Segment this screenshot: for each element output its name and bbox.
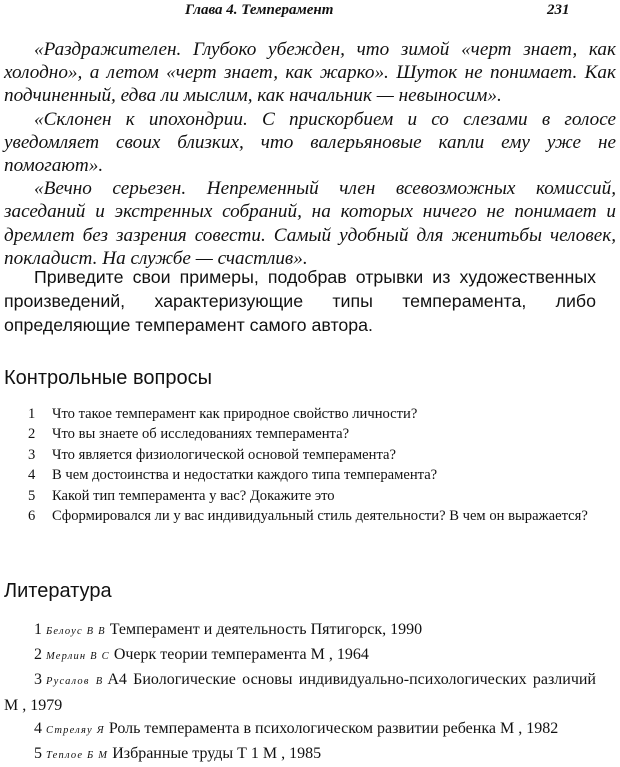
question-text: Какой тип темперамента у вас? Докажите это	[52, 487, 335, 504]
instruction-paragraph: Приведите свои примеры, подобрав отрывки из художественных произведений, характеризующие типы темперамента, либо определяющие темперамент самого автора.	[4, 267, 596, 335]
control-questions-list	[28, 404, 588, 526]
control-questions-heading: Контрольные вопросы	[4, 367, 212, 389]
reference-text: Избранные труды Т 1 М , 1985	[112, 745, 322, 763]
question-number: 6	[28, 508, 36, 525]
reference-number: 2	[34, 646, 42, 664]
question-item	[28, 424, 588, 444]
question-number: 5	[28, 487, 36, 504]
reference-number: 1	[34, 621, 42, 638]
question-number: 2	[28, 426, 36, 443]
reference-author: Мерлин В С	[46, 651, 110, 663]
question-text: Что является физиологической основой темперамента?	[52, 446, 396, 463]
literature-list	[4, 618, 596, 767]
reference-item	[4, 717, 596, 742]
question-item	[28, 506, 588, 526]
reference-item	[4, 643, 596, 668]
reference-text: Очерк теории темперамента М , 1964	[113, 646, 369, 664]
reference-number: 4	[34, 719, 42, 737]
question-number: 3	[28, 446, 36, 463]
chapter-title: Глава 4. Темперамент	[185, 2, 334, 18]
running-header	[0, 2, 620, 22]
reference-item	[4, 742, 596, 767]
question-item	[28, 465, 588, 485]
literature-heading: Литература	[4, 580, 112, 602]
reference-number: 3	[34, 671, 42, 689]
quote-paragraph-1: «Раздражителен. Глубоко убежден, что зимой «черт знает, как холодно», а летом «черт знает, как жарко». Шуток не понимает. Как подчиненный, едва ли мыслим, как начальник — невыносим».	[4, 39, 616, 107]
question-number: 1	[28, 406, 36, 422]
question-text: Сформировался ли у вас индивидуальный стиль деятельности? В чем он выражается?	[52, 508, 588, 525]
reference-text: А4 Биологические основы индивидуально-психологических различий М , 1979	[4, 671, 596, 714]
reference-author: Теплое Б М	[46, 750, 109, 762]
reference-number: 5	[34, 745, 42, 763]
reference-item	[4, 668, 596, 716]
question-text: Что такое темперамент как природное свойство личности?	[52, 406, 418, 422]
quote-block	[4, 38, 616, 270]
page-number: 231	[547, 2, 570, 18]
question-text: В чем достоинства и недостатки каждого типа темперамента?	[52, 467, 438, 484]
instruction-block	[4, 265, 596, 337]
question-number: 4	[28, 467, 36, 484]
quote-paragraph-3: «Вечно серьезен. Непременный член всевозможных комиссий, заседаний и экстренных собраний, на которых ничего не понимает и дремлет без зазрения совести. Самый удобный для женитьбы человек, покладист. На службе — счастлив».	[4, 178, 616, 269]
reference-author: Русалов В	[46, 676, 104, 688]
reference-item	[4, 618, 596, 643]
question-text: Что вы знаете об исследованиях темперамента?	[52, 426, 350, 443]
question-item	[28, 486, 588, 506]
reference-author: Белоус В В	[46, 626, 106, 637]
reference-author: Стреляу Я	[46, 724, 105, 736]
question-item	[28, 445, 588, 465]
quote-paragraph-2: «Склонен к ипохондрии. С прискорбием и со слезами в голосе уведомляет своих близких, что валерьяновые капли ему уже не помогают».	[4, 108, 616, 177]
reference-text: Темперамент и деятельность Пятигорск, 1990	[109, 621, 423, 638]
reference-text: Роль темперамента в психологическом развитии ребенка М , 1982	[108, 719, 559, 737]
question-item	[28, 404, 588, 424]
